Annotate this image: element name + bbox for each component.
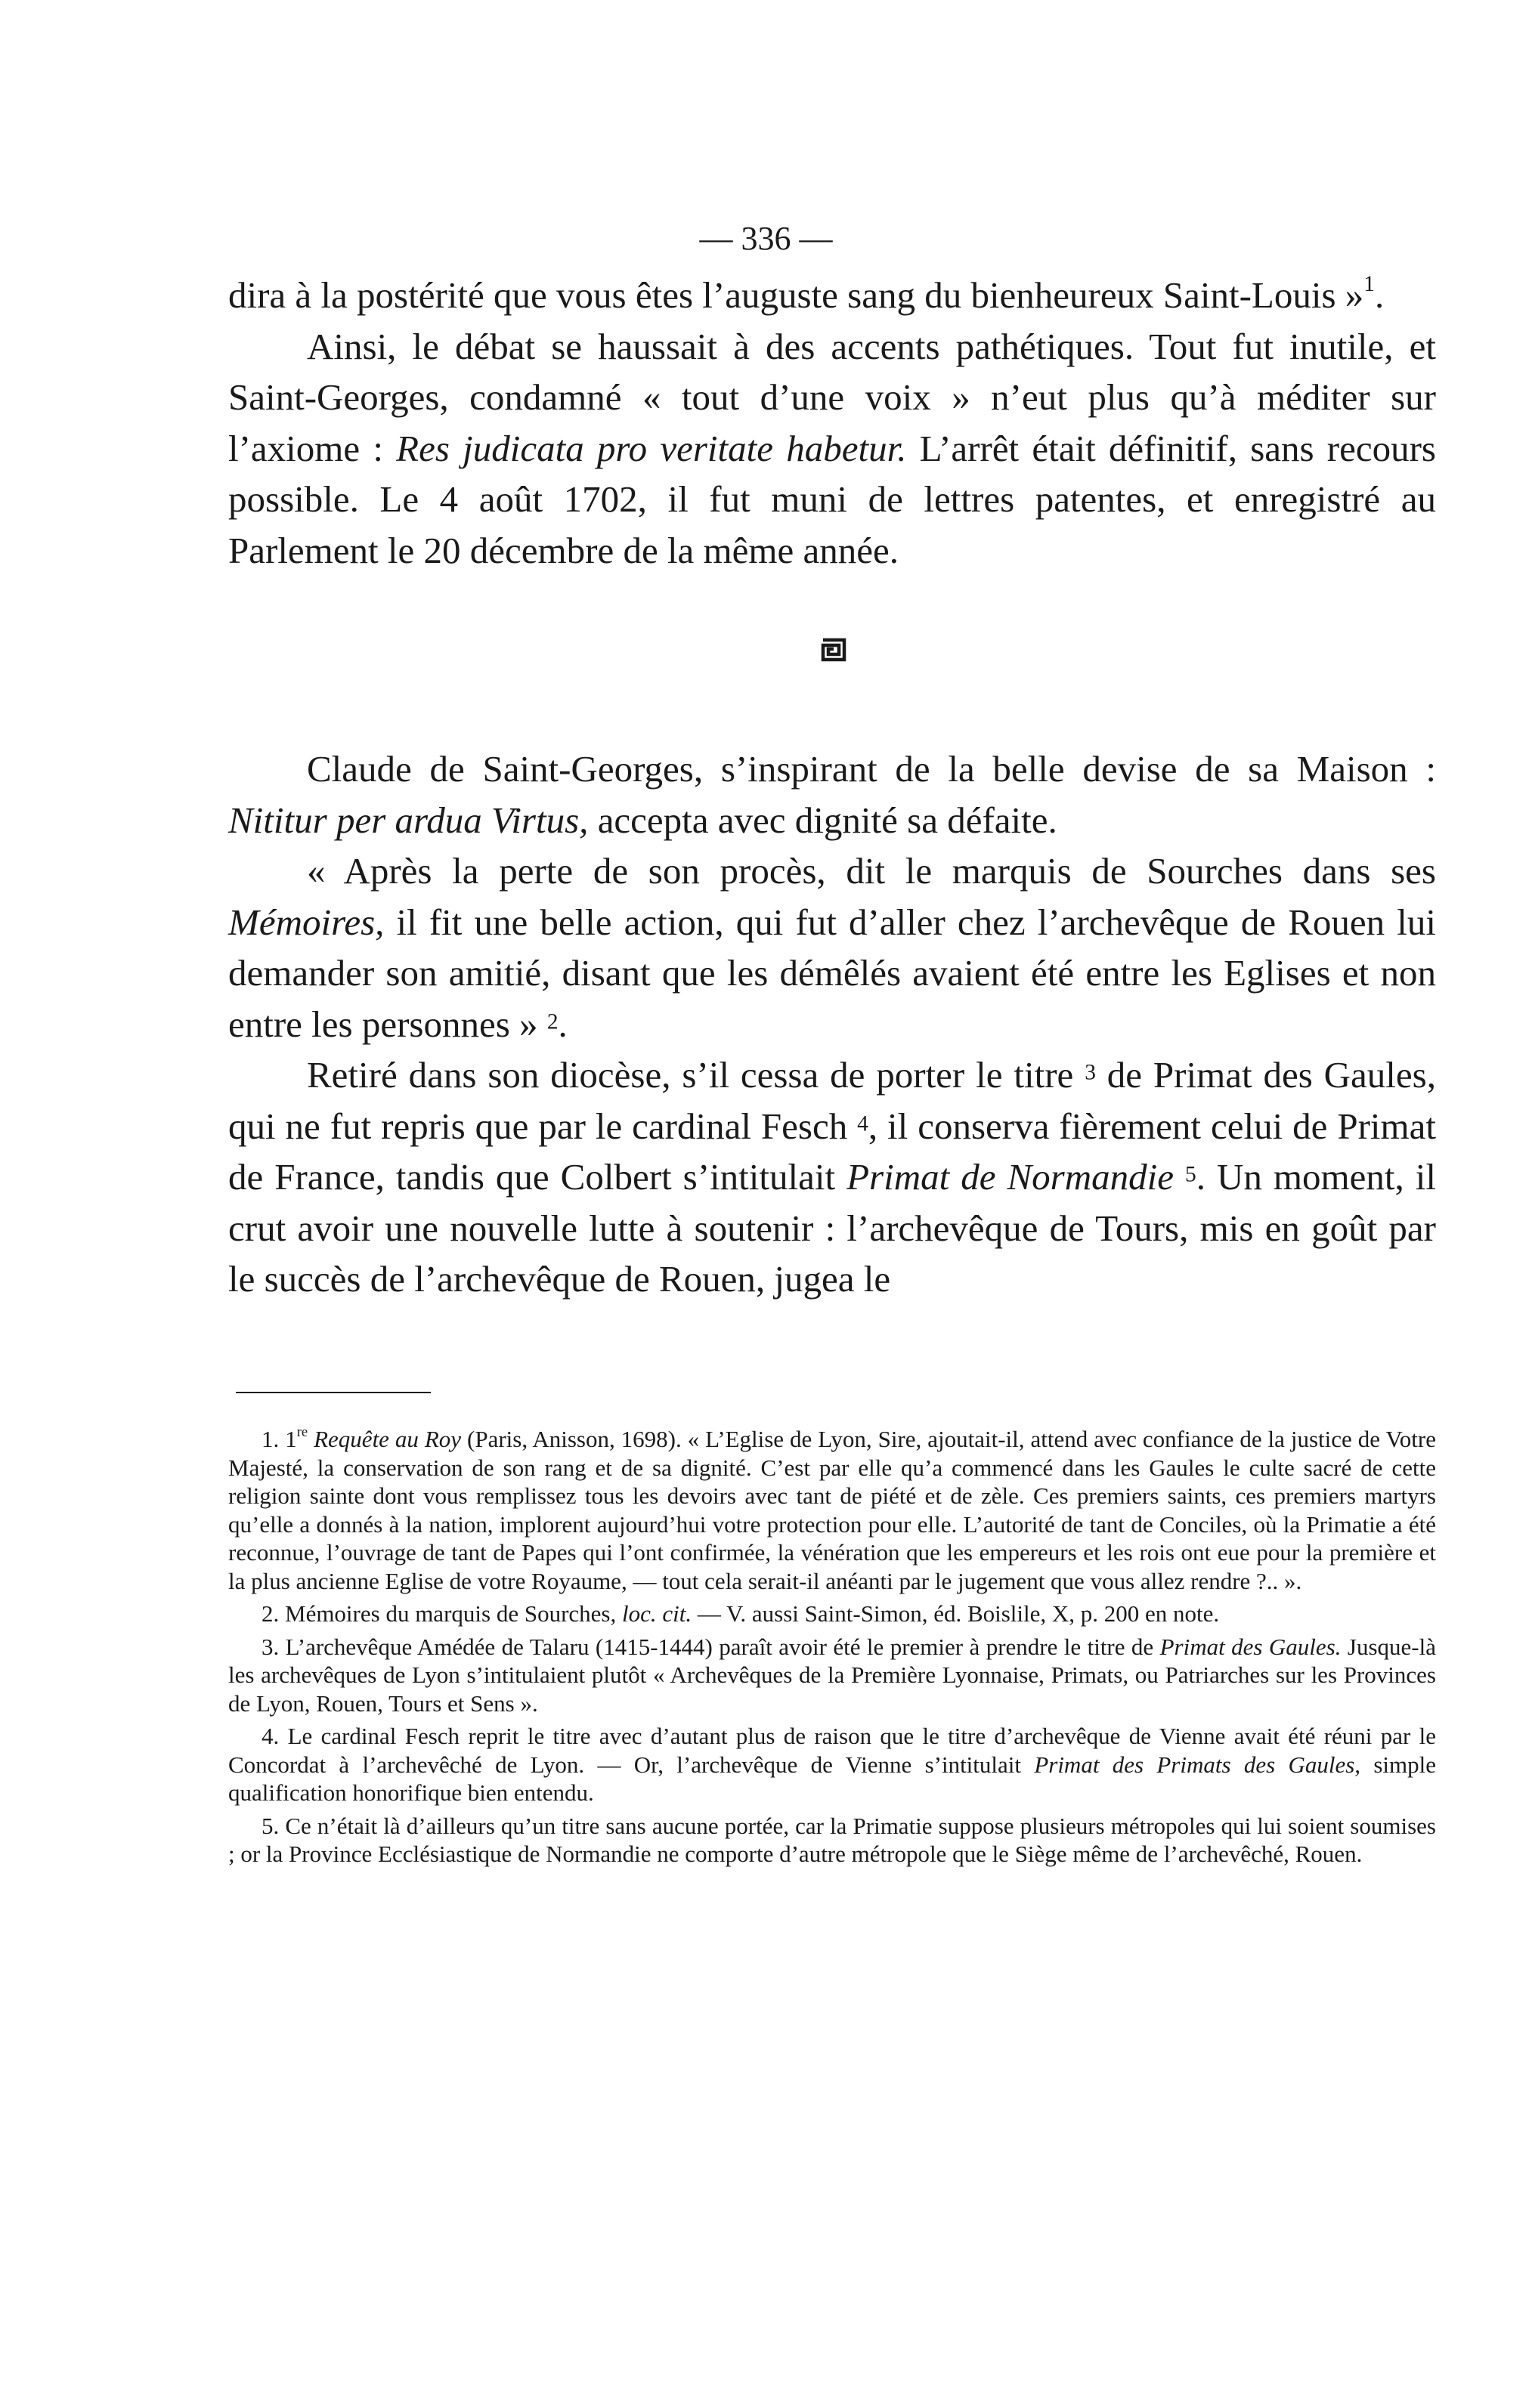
section-break — [228, 576, 1436, 743]
page-number: — 336 — — [699, 220, 833, 257]
footnote-ref-1[interactable]: 1 — [1363, 271, 1375, 296]
footnote-4: 4. Le cardinal Fesch reprit le titre avec d’autant plus de raison que le titre d’archevêque de Vienne avait été réuni par le Concordat à l’archevêché de Lyon. — Or, l’archevêque de Vienne s’intitulait Primat des Primats des Gaules, simple qualification honorifique bien entendu. — [228, 1723, 1436, 1806]
footnote-ref-5[interactable]: 5 — [1185, 1162, 1196, 1187]
paragraph-4: « Après la perte de son procès, dit le marquis de Sourches dans ses Mémoires, il fit une belle action, qui fut d’aller chez l’archevêque de Rouen lui demander son amitié, disant que les démêlés avaient été entre les Eglises et non entre les personnes » $^2$. — [228, 850, 1436, 1045]
footnote-divider — [236, 1392, 431, 1393]
paragraph-3: Claude de Saint-Georges, s’inspirant de la belle devise de sa Maison : Nititur per ardua Virtus, accepta avec dignité sa défaite. — [228, 748, 1436, 841]
footnote-2: 2. Mémoires du marquis de Sourches, loc. cit. — V. aussi Saint-Simon, éd. Boislile, X, p. 200 en note. — [262, 1600, 1220, 1627]
paragraph-2: Ainsi, le débat se haussait à des accents pathétiques. Tout fut inutile, et Saint-Georges, condamné « tout d’une voix » n’eut plus qu’à méditer sur l’axiome : Res judicata pro veritate habetur. L’arrêt était définitif, sans recours possible. Le 4 août 1702, il fut muni de lettres patentes, et enregistré au Parlement le 20 décembre de la même année. — [228, 325, 1436, 571]
paragraph-5: Retiré dans son diocèse, s’il cessa de porter le titre $^3$ de Primat des Gaules, qui ne fut repris que par le cardinal Fesch $^4$, il conserva fièrement celui de Primat de France, tandis que Colbert s’intitulait Primat de Normandie $^5$. Un moment, il crut avoir une nouvelle lutte à soutenir : l’archevêque de Tours, mis en goût par le succès de l’archevêque de Rouen, jugea le — [228, 1054, 1436, 1300]
footnote-5: 5. Ce n’était là d’ailleurs qu’un titre sans aucune portée, car la Primatie suppose plusieurs métropoles qui lui soient soumises ; or la Province Ecclésiastique de Normandie ne comporte d’autre métropole que le Siège même de l’archevêché, Rouen. — [228, 1812, 1436, 1867]
main-text — [228, 270, 1436, 1305]
footnote-ref-3[interactable]: 3 — [1085, 1060, 1096, 1085]
footnotes — [228, 1425, 1436, 1873]
footnote-1: 1. 1re Requête au Roy (Paris, Anisson, 1698). « L’Eglise de Lyon, Sire, ajoutait-il, attend avec confiance de la justice de Votre Majesté, la conservation de son rang et de sa dignité. C’est par elle qu’a commencé dans les Gaules le culte sacré de cette religion sainte dont vous remplissez tous les devoirs avec tant de piété et de zèle. Ces premiers saints, ces premiers martyrs qu’elle a donnés à la nation, implorent aujourd’hui votre protection pour elle. L’autorité de tant de Conciles, où la Primatie a été reconnue, l’ouvrage de tant de Papes qui l’ont confirmée, la vénération que les empereurs et les rois ont eue pour la première et la plus ancienne Eglise de votre Royaume, — tout cela serait-il anéanti par le jugement que vous allez rendre ?.. ». — [228, 1424, 1436, 1594]
footnote-3: 3. L’archevêque Amédée de Talaru (1415-1444) paraît avoir été le premier à prendre le titre de Primat des Gaules. Jusque-là les archevêques de Lyon s’intitulaient plutôt « Archevêques de la Première Lyonnaise, Primats, ou Patriarches sur les Provinces de Lyon, Rouen, Tours et Sens ». — [228, 1633, 1436, 1717]
footnote-ref-4[interactable]: 4 — [857, 1111, 868, 1136]
ornament-icon — [821, 638, 846, 662]
footnote-ref-2[interactable]: 2 — [546, 1009, 559, 1034]
paragraph-1: dira à la postérité que vous êtes l’auguste sang du bienheureux Saint-Louis »$^1$. — [228, 271, 1385, 316]
